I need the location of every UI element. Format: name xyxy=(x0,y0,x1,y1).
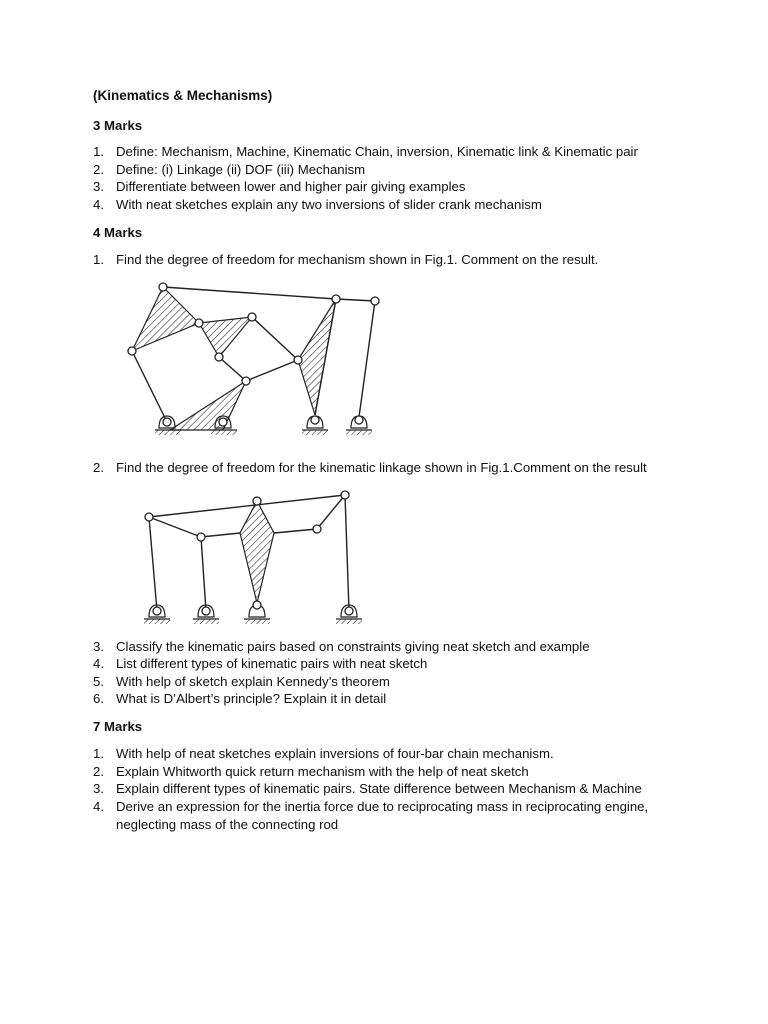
link-rightmost-vertical xyxy=(359,301,375,417)
question-number: 3. xyxy=(93,639,104,654)
question-4m-3 xyxy=(93,638,713,656)
linkage-figure-2 xyxy=(135,485,375,635)
question-text: Find the degree of freedom for the kinematic linkage shown in Fig.1.Comment on the result xyxy=(116,460,647,475)
link-left-vertical xyxy=(149,517,157,611)
hatched-link-right xyxy=(298,299,336,415)
question-number: 1. xyxy=(93,252,104,267)
link-mid-right xyxy=(252,317,298,360)
question-4m-2 xyxy=(93,459,713,477)
joint xyxy=(371,297,379,305)
joint xyxy=(311,416,319,424)
question-text: Explain different types of kinematic pairs. State difference between Mechanism & Machine xyxy=(116,781,642,796)
question-text: Differentiate between lower and higher pair giving examples xyxy=(116,179,466,194)
joint xyxy=(253,497,261,505)
joint xyxy=(242,377,250,385)
question-text: List different types of kinematic pairs with neat sketch xyxy=(116,656,428,671)
hatched-link-middle xyxy=(199,317,252,357)
joint xyxy=(215,353,223,361)
joint xyxy=(355,416,363,424)
joint xyxy=(145,513,153,521)
joint xyxy=(313,525,321,533)
question-4m-6 xyxy=(93,690,713,708)
link-diamond-right xyxy=(274,529,317,533)
question-text: Derive an expression for the inertia force due to reciprocating mass in reciprocating engine, neglecting mass of the connecting rod xyxy=(116,799,649,832)
link-left-lower xyxy=(132,351,167,422)
joint xyxy=(202,607,210,615)
question-number: 3. xyxy=(93,179,104,194)
section-heading-7-marks: 7 Marks xyxy=(93,719,143,734)
question-number: 1. xyxy=(93,746,104,761)
question-3m-1 xyxy=(93,143,713,161)
question-text: Explain Whitworth quick return mechanism with the help of neat sketch xyxy=(116,764,529,779)
question-3m-3 xyxy=(93,178,713,196)
link-mid-diamond xyxy=(201,533,240,537)
link-mid-vertical xyxy=(201,537,206,611)
question-3m-4 xyxy=(93,196,713,214)
joint xyxy=(219,418,227,426)
question-number: 4. xyxy=(93,197,104,212)
question-4m-4 xyxy=(93,655,713,673)
hatched-link-top-left xyxy=(132,287,199,351)
link-right-up xyxy=(317,495,345,529)
question-number: 4. xyxy=(93,799,104,814)
joint xyxy=(294,356,302,364)
link-rightmost xyxy=(336,299,375,301)
mechanism-figure-1 xyxy=(115,275,415,460)
question-3m-2 xyxy=(93,161,713,179)
link-top-long xyxy=(163,287,336,299)
hatched-link-bottom xyxy=(170,381,246,430)
question-number: 3. xyxy=(93,781,104,796)
section-heading-3-marks: 3 Marks xyxy=(93,118,143,133)
hatched-ternary-link xyxy=(240,501,274,603)
joint xyxy=(332,295,340,303)
link-right-vertical xyxy=(345,495,349,611)
joint xyxy=(253,601,261,609)
question-number: 1. xyxy=(93,144,104,159)
joint xyxy=(341,491,349,499)
question-7m-1 xyxy=(93,745,713,763)
page-title: (Kinematics & Mechanisms) xyxy=(93,88,273,103)
joint xyxy=(197,533,205,541)
question-number: 2. xyxy=(93,460,104,475)
question-number: 6. xyxy=(93,691,104,706)
question-text: With neat sketches explain any two inversions of slider crank mechanism xyxy=(116,197,542,212)
link-left-mid xyxy=(149,517,201,537)
question-7m-4 xyxy=(93,798,658,833)
question-7m-2 xyxy=(93,763,713,781)
question-text: Define: (i) Linkage (ii) DOF (iii) Mechanism xyxy=(116,162,366,177)
question-4m-1 xyxy=(93,251,713,269)
question-text: Define: Mechanism, Machine, Kinematic Chain, inversion, Kinematic link & Kinematic pair xyxy=(116,144,638,159)
link-cross xyxy=(246,360,298,381)
joint xyxy=(128,347,136,355)
question-text: With help of sketch explain Kennedy’s theorem xyxy=(116,674,390,689)
question-number: 5. xyxy=(93,674,104,689)
joint xyxy=(159,283,167,291)
section-heading-4-marks: 4 Marks xyxy=(93,225,143,240)
question-text: What is D’Albert’s principle? Explain it in detail xyxy=(116,691,387,706)
question-7m-3 xyxy=(93,780,713,798)
joint xyxy=(163,418,171,426)
question-number: 2. xyxy=(93,764,104,779)
link-mid-down xyxy=(219,357,246,381)
question-number: 4. xyxy=(93,656,104,671)
question-text: Find the degree of freedom for mechanism shown in Fig.1. Comment on the result. xyxy=(116,252,599,267)
question-text: Classify the kinematic pairs based on constraints giving neat sketch and example xyxy=(116,639,590,654)
joint xyxy=(153,607,161,615)
question-text: With help of neat sketches explain inversions of four-bar chain mechanism. xyxy=(116,746,554,761)
joint xyxy=(248,313,256,321)
question-number: 2. xyxy=(93,162,104,177)
joint xyxy=(345,607,353,615)
question-4m-5 xyxy=(93,673,713,691)
joint xyxy=(195,319,203,327)
link-top-long xyxy=(149,495,345,517)
